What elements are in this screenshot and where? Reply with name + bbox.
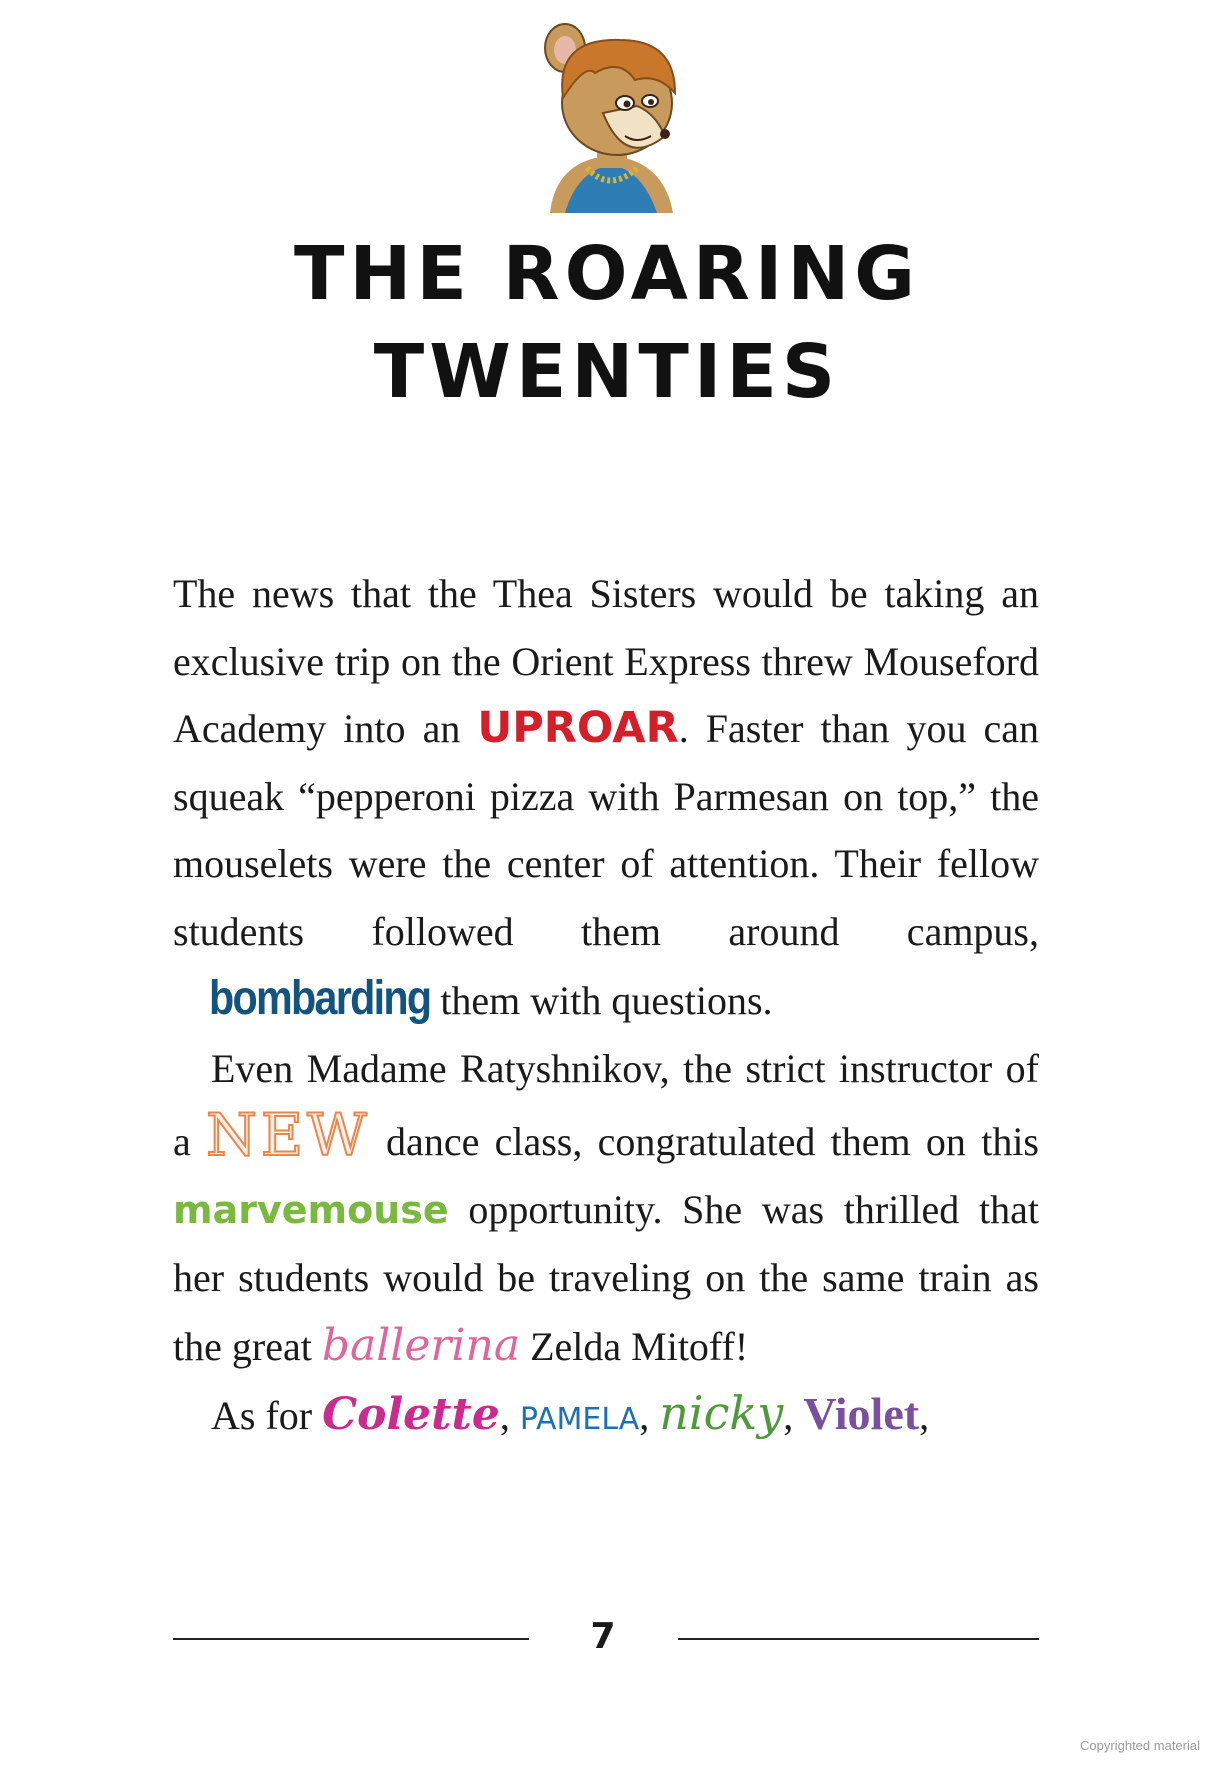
chapter-title-line-2: TWENTIES <box>373 329 841 415</box>
paragraph-2 <box>173 1035 1039 1381</box>
styled-word-ballerina: ballerina <box>321 1319 521 1371</box>
copyright-notice: Copyrighted material <box>1080 1738 1200 1753</box>
footer-rule-right <box>678 1638 1039 1640</box>
chapter-title <box>0 225 1214 421</box>
paragraph-3 <box>173 1380 1039 1454</box>
character-illustration <box>525 18 695 213</box>
text-run: As for <box>211 1393 323 1438</box>
styled-word-bombarding: bombarding <box>209 972 431 1025</box>
text-run: , <box>783 1393 804 1438</box>
text-run: Even Madame Ratyshnikov, the strict instructor of a <box>173 1045 1039 1164</box>
styled-word-new: NEW <box>206 1101 371 1169</box>
body-text <box>173 560 1039 1454</box>
styled-name-colette: Colette <box>322 1389 500 1440</box>
chapter-title-line-1: THE ROARING <box>293 231 921 317</box>
text-run: , <box>499 1393 520 1438</box>
paragraph-1 <box>173 560 1039 1035</box>
styled-name-nicky: nicky <box>659 1386 784 1440</box>
text-run: Zelda Mitoff! <box>520 1323 749 1369</box>
text-run: dance class, congratulated them on this <box>370 1119 1039 1164</box>
styled-name-violet: Violet <box>803 1388 920 1439</box>
styled-name-pamela: PAMELA <box>519 1402 640 1437</box>
mouse-character-portrait-icon <box>525 18 695 213</box>
page-footer <box>173 1612 1039 1662</box>
text-run: opportunity. She was thrilled that her students would be traveling on the same train as the great <box>173 1186 1039 1369</box>
page-number: 7 <box>590 1616 616 1657</box>
text-run: The news that the Thea Sisters would be taking an exclusive trip on the Orient Express threw Mouseford Academy into an <box>173 571 1039 751</box>
text-run: them with questions. <box>430 978 773 1023</box>
text-run: , <box>639 1393 660 1438</box>
styled-word-marvemouse: marvemouse <box>173 1187 449 1232</box>
styled-word-uproar: UPROAR <box>477 703 679 753</box>
text-run: , <box>919 1393 930 1438</box>
footer-rule-left <box>173 1638 529 1640</box>
text-run: . Faster than you can squeak “pepperoni pizza with Parmesan on top,” the mouselets were the center of attention. Their fellow students followed them around campus, <box>173 706 1039 954</box>
